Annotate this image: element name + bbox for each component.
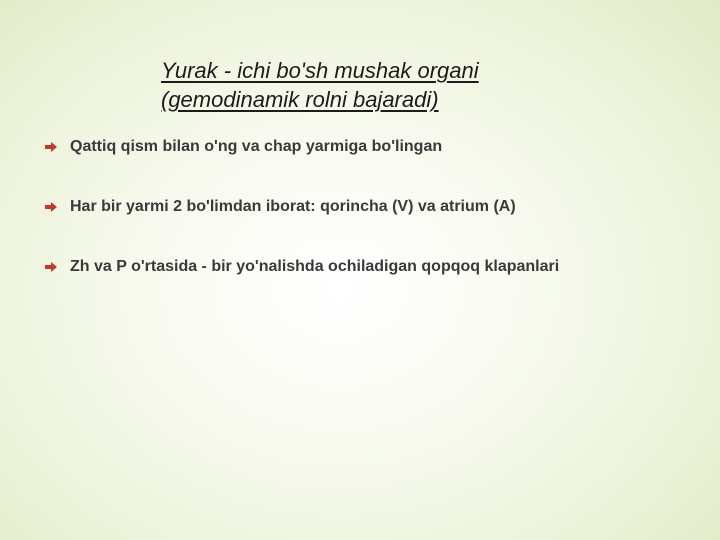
pointing-hand-arrow-icon: [44, 201, 58, 213]
slide-title: [161, 56, 581, 114]
title-line-2: (gemodinamik rolni bajaradi): [161, 87, 439, 112]
bullet-text: Qattiq qism bilan o'ng va chap yarmiga bo'lingan: [70, 138, 443, 155]
pointing-hand-arrow-icon: [44, 261, 58, 273]
title-line-1: Yurak - ichi bo'sh mushak organi: [161, 58, 479, 83]
bullet-item: [44, 256, 694, 278]
bullet-list: [44, 136, 694, 316]
bullet-item: [44, 196, 694, 218]
bullet-text: Zh va P o'rtasida - bir yo'nalishda ochiladigan qopqoq klapanlari: [70, 258, 560, 275]
bullet-item: [44, 136, 694, 158]
pointing-hand-arrow-icon: [44, 141, 58, 153]
bullet-text: Har bir yarmi 2 bo'limdan iborat: qorincha (V) va atrium (A): [70, 198, 516, 215]
